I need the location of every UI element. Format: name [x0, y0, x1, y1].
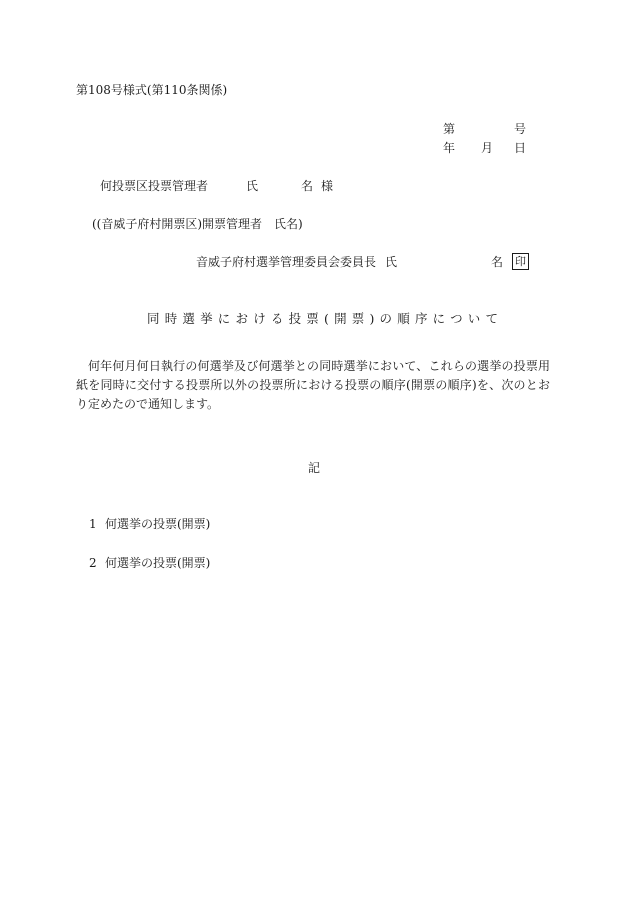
sender-role: 音威子府村選挙管理委員会委員長 — [196, 255, 377, 269]
addressee-shi: 氏 — [246, 179, 259, 193]
list-item — [89, 557, 210, 569]
seal-stamp: 印 — [512, 253, 529, 270]
addressee-name: 名 — [301, 179, 314, 193]
addressee-alternate: ((音威子府村開票区)開票管理者 氏名) — [92, 217, 303, 231]
document-title: 同時選挙における投票(開票)の順序について — [147, 311, 504, 326]
list-item-text: 何選挙の投票(開票) — [105, 517, 211, 531]
date-year: 年 — [443, 141, 456, 155]
ki-heading: 記 — [308, 461, 321, 475]
doc-number-dai: 第 — [443, 122, 456, 136]
date-month: 月 — [481, 141, 494, 155]
list-item — [89, 518, 210, 530]
sender-name: 名 — [491, 255, 504, 269]
addressee-role: 何投票区投票管理者 — [100, 179, 209, 193]
addressee-honorific: 様 — [321, 179, 334, 193]
doc-number-go: 号 — [514, 122, 527, 136]
body-paragraph: 何年何月何日執行の何選挙及び何選挙との同時選挙において、これらの選挙の投票用紙を同時に交付する投票所以外の投票所における投票の順序(開票の順序)を、次のとおり定めたので通知します。 — [76, 359, 550, 411]
sender-shi: 氏 — [385, 255, 398, 269]
list-item-text: 何選挙の投票(開票) — [105, 556, 211, 570]
list-item-number: 2 — [89, 556, 97, 570]
list-item-number: 1 — [89, 517, 97, 531]
date-day: 日 — [514, 141, 527, 155]
form-number: 第108号様式(第110条関係) — [76, 83, 228, 97]
